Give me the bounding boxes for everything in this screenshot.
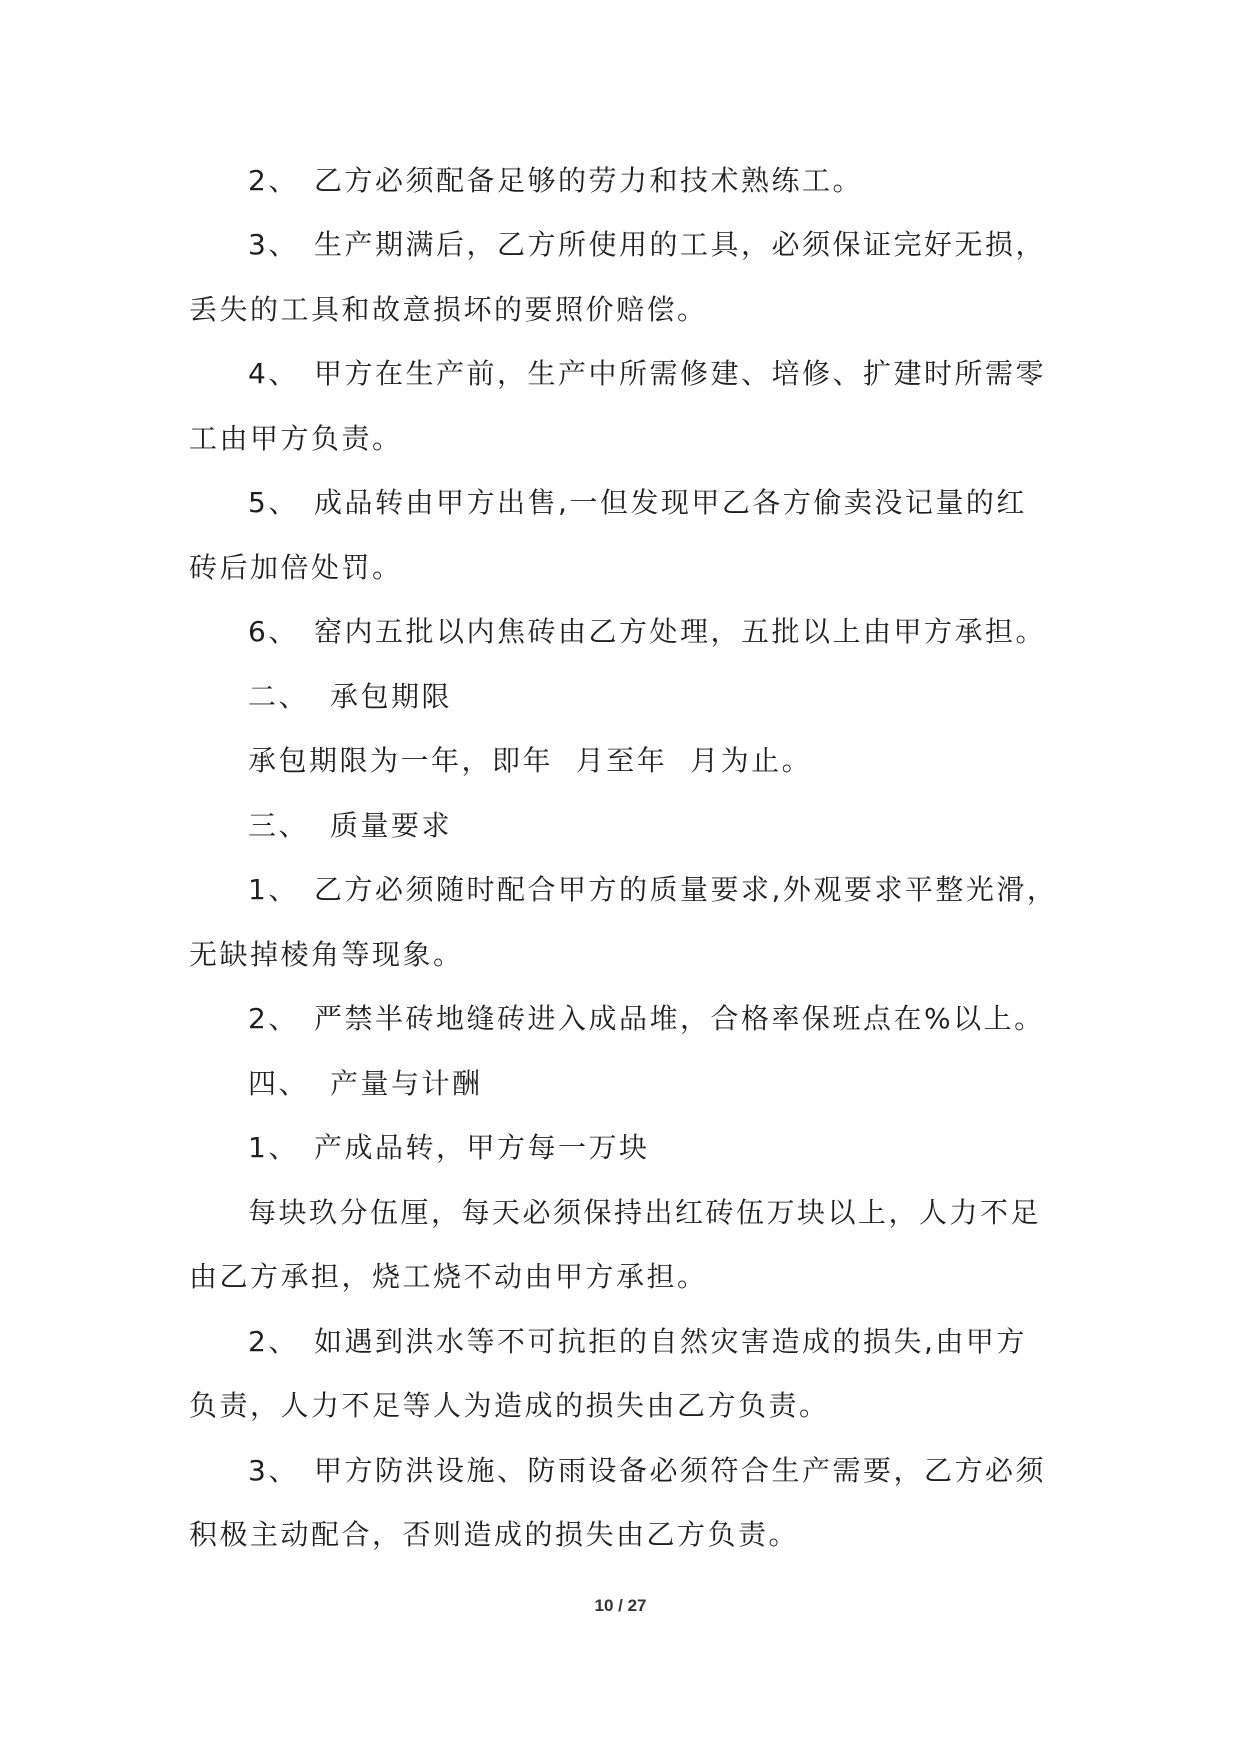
- item-number: 5、: [248, 486, 299, 519]
- line-text: 丢失的工具和故意损坏的要照价赔偿。: [189, 293, 708, 326]
- text-line: [189, 550, 403, 586]
- item-number: 1、: [248, 1131, 299, 1164]
- section-heading: [248, 679, 452, 715]
- text-line: [248, 1453, 1046, 1489]
- line-text: 如遇到洪水等不可抗拒的自然灾害造成的损失,由甲方: [314, 1325, 1027, 1358]
- text-line: [248, 163, 863, 199]
- section-heading: [248, 808, 452, 844]
- text-line: [189, 1517, 799, 1553]
- section-heading: [248, 1066, 483, 1102]
- page-number: 10 / 27: [594, 1596, 647, 1615]
- text-line: [189, 292, 708, 328]
- section-title: 质量要求: [330, 809, 453, 842]
- line-text: 乙方必须配备足够的劳力和技术熟练工。: [314, 164, 864, 197]
- section-number: 二、: [248, 680, 310, 713]
- line-text: 窑内五批以内焦砖由乙方处理，五批以上由甲方承担。: [314, 615, 1047, 648]
- line-text: 每块玖分伍厘，每天必须保持出红砖伍万块以上，人力不足: [248, 1196, 1042, 1229]
- item-number: 1、: [248, 873, 299, 906]
- section-number: 三、: [248, 809, 310, 842]
- item-number: 2、: [248, 164, 299, 197]
- text-line: [248, 227, 1046, 263]
- text-line: [248, 356, 1046, 392]
- text-line: [189, 1259, 708, 1295]
- text-line: [189, 1388, 830, 1424]
- line-text: 负责，人力不足等人为造成的损失由乙方负责。: [189, 1389, 830, 1422]
- section-title: 承包期限: [330, 680, 453, 713]
- item-number: 2、: [248, 1325, 299, 1358]
- text-line: [189, 937, 464, 973]
- item-number: 3、: [248, 228, 299, 261]
- line-text: 乙方必须随时配合甲方的质量要求,外观要求平整光滑，: [314, 873, 1058, 906]
- item-number: 4、: [248, 357, 299, 390]
- text-line: [248, 1195, 1041, 1231]
- line-text: 由乙方承担，烧工烧不动由甲方承担。: [189, 1260, 708, 1293]
- text-line: [248, 743, 812, 779]
- line-text: 生产期满后，乙方所使用的工具，必须保证完好无损，: [314, 228, 1047, 261]
- line-text: 严禁半砖地缝砖进入成品堆，合格率保班点在%以上。: [314, 1002, 1045, 1035]
- text-line: [248, 614, 1046, 650]
- line-text: 成品转由甲方出售,一但发现甲乙各方偷卖没记量的红: [314, 486, 1027, 519]
- item-number: 6、: [248, 615, 299, 648]
- line-text: 无缺掉棱角等现象。: [189, 938, 464, 971]
- text-line: [248, 1130, 650, 1166]
- section-title: 产量与计酬: [330, 1067, 483, 1100]
- line-text: 砖后加倍处罚。: [189, 551, 403, 584]
- line-text: 积极主动配合，否则造成的损失由乙方负责。: [189, 1518, 800, 1551]
- text-line: [248, 1324, 1027, 1360]
- line-text: 甲方防洪设施、防雨设备必须符合生产需要，乙方必须: [314, 1454, 1047, 1487]
- line-text: 工由甲方负责。: [189, 422, 403, 455]
- item-number: 3、: [248, 1454, 299, 1487]
- line-text: 甲方在生产前，生产中所需修建、培修、扩建时所需零: [314, 357, 1047, 390]
- text-line: [248, 485, 1027, 521]
- text-line: [248, 1001, 1045, 1037]
- section-number: 四、: [248, 1067, 310, 1100]
- line-text: 承包期限为一年，即年 月至年 月为止。: [248, 744, 813, 777]
- text-line: [189, 421, 403, 457]
- item-number: 2、: [248, 1002, 299, 1035]
- text-line: [248, 872, 1057, 908]
- line-text: 产成品转，甲方每一万块: [314, 1131, 650, 1164]
